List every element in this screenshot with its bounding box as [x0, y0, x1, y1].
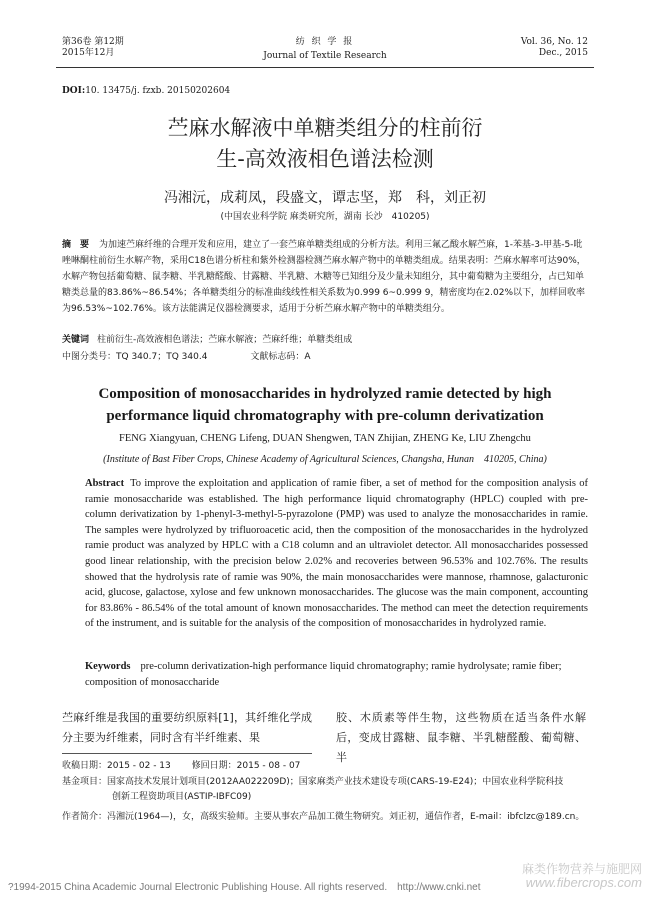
copyright-footer: ?1994-2015 China Academic Journal Electronic Publishing House. All rights reserved. http://www.cnki.net	[8, 882, 481, 893]
abstract-en	[85, 476, 588, 632]
date-en: Dec., 2015	[538, 48, 588, 58]
journal-name-cn: 纺 织 学 报	[295, 37, 355, 47]
keywords-cn-label: 关键词	[62, 335, 90, 345]
title-en-line-1: Composition of monosaccharides in hydrolyzed ramie detected by high	[98, 386, 552, 402]
paper-title-en	[40, 383, 610, 427]
abstract-en-label: Abstract	[85, 478, 125, 489]
keywords-en-label: Keywords	[85, 661, 131, 672]
clc-label: 中图分类号：	[62, 352, 117, 362]
volume-issue-en: Vol. 36, No. 12	[520, 37, 588, 47]
site-watermark	[522, 862, 642, 890]
journal-name-en: Journal of Textile Research	[263, 51, 387, 61]
running-header-right	[521, 37, 588, 59]
watermark-text-cn: 麻类作物营养与施肥网	[521, 862, 642, 876]
abstract-en-text: To improve the exploitation and application of ramie fiber, a set of method for the composition analysis of ramie monosaccharide was established. The high performance liquid chromatography (HPLC) coupled with pre-column derivatization by 1-phenyl-3-methyl-5-pyrazolone (PMP) was used to analyze the monosaccharides in ramie. The samples were hydrolyzed by trifluoroacetic acid, then the composition of the monosaccharides in the hydrolyzed ramie product was analyzed by HPLC with a C18 column and an ultraviolet detector. All monosaccharides possessed good linear relationship, with the precision below 2.02% and recoveries between 96.53% and 102.76%. The results showed that the hydrolysis rate of ramie was 90%, the main monosaccharides were mannose, rhamnose, galacturonic acid, glucose, galactose, xylose and few unknown monosaccharides. The glucose was the main component, accounting for 83.86% - 86.54% of the total amount of known monosaccharides. The method can meet the detection requirements of the instrument, and is suitable for the analysis of the composition of monosaccharides in hydrolyzed ramie.	[85, 478, 588, 630]
author-bio-text: 冯湘沅(1964—)，女，高级实验师。主要从事农产品加工微生物研究。刘正初，通信作者，E-mail：ibfclzc@189.cn。	[107, 812, 585, 822]
fund-label: 基金项目：	[62, 777, 108, 787]
abstract-cn	[62, 237, 588, 317]
received-label: 收稿日期：	[62, 761, 108, 771]
date-cn: 2015年12月	[62, 48, 115, 58]
title-cn-line-2: 生-高效液相色谱法检测	[216, 147, 434, 171]
body-column-left: 苎麻纤维是我国的重要纺织原料[1]，其纤维化学成分主要为纤维素，同时含有半纤维素、果	[62, 711, 312, 744]
paper-title-cn	[0, 113, 650, 175]
author-bio-label: 作者简介：	[62, 812, 108, 822]
revised-date: 2015 - 08 - 07	[236, 761, 301, 771]
authors-cn: 冯湘沅，成莉凤，段盛文，谭志坚，郑 科，刘正初	[164, 190, 486, 206]
keywords-en-text: pre-column derivatization-high performance liquid chromatography; ramie hydrolysate; ramie fiber; composition of monosaccharide	[85, 661, 562, 688]
affiliation-en: (Institute of Bast Fiber Crops, Chinese Academy of Agricultural Sciences, Changsha, Hunan 410205, China)	[103, 454, 547, 465]
footnote-fund	[62, 775, 602, 805]
keywords-en	[85, 659, 588, 690]
body-column-right: 胶、木质素等伴生物，这些物质在适当条件水解后，变成甘露糖、鼠李糖、半乳糖醛酸、葡萄糖、半	[336, 711, 586, 764]
doi-label: DOI:	[62, 86, 86, 96]
doi-value[interactable]: 10. 13475/j. fzxb. 20150202604	[85, 86, 231, 96]
doi-line	[62, 86, 230, 96]
clc-value: TQ 340.7；TQ 340.4	[116, 352, 208, 362]
footnote-author	[62, 810, 602, 825]
doccode-value: A	[304, 352, 311, 362]
doccode-label: 文献标志码：	[250, 352, 305, 362]
received-date: 2015 - 02 - 13	[107, 761, 171, 771]
keywords-cn	[62, 332, 588, 345]
classification-line	[62, 349, 588, 362]
authors-en: FENG Xiangyuan, CHENG Lifeng, DUAN Shengwen, TAN Zhijian, ZHENG Ke, LIU Zhengchu	[119, 433, 531, 444]
fund-line-1: 国家高技术发展计划项目(2012AA022209D)；国家麻类产业技术建设专项(CARS-19-E24)；中国农业科学院科技	[107, 777, 564, 787]
title-cn-line-1: 苎麻水解液中单糖类组分的柱前衍	[167, 116, 483, 140]
abstract-cn-label: 摘 要	[62, 240, 90, 250]
keywords-cn-text: 柱前衍生-高效液相色谱法；苎麻水解液；苎麻纤维；单糖类组成	[97, 335, 353, 345]
affiliation-cn: (中国农业科学院 麻类研究所，湖南 长沙 410205)	[220, 212, 430, 222]
title-en-line-2: performance liquid chromatography with pre-column derivatization	[106, 408, 544, 424]
fund-line-2: 创新工程资助项目(ASTIP-IBFC09)	[112, 792, 252, 802]
revised-label: 修回日期：	[191, 761, 237, 771]
header-rule	[56, 67, 594, 68]
footnote-dates	[62, 759, 602, 774]
abstract-cn-text: 为加速苎麻纤维的合理开发和应用，建立了一套苎麻单糖类组成的分析方法。利用三氟乙酸水解苎麻，1-苯基-3-甲基-5-吡唑啉酮柱前衍生水解产物，采用C18色谱分析柱和紫外检测器检测苎麻水解产物中的单糖类组成。结果表明：苎麻水解率可达90%，水解产物包括葡萄糖、鼠李糖、半乳糖醛酸、甘露糖、半乳糖、木糖等已知组分及少量未知组分，其中葡萄糖为主要组分，占已知单糖类总量的83.86%~86.54%；各单糖类组分的标准曲线线性相关系数为0.999 6~0.999 9，精密度均在2.02%以下，加样回收率为96.53%~102.76%。该方法能满足仪器检测要求，适用于分析苎麻水解产物中的单糖类组分。	[62, 240, 586, 314]
footnote-rule	[62, 753, 312, 754]
watermark-url: www.fibercrops.com	[525, 875, 642, 890]
volume-issue-cn: 第36卷 第12期	[62, 37, 124, 47]
